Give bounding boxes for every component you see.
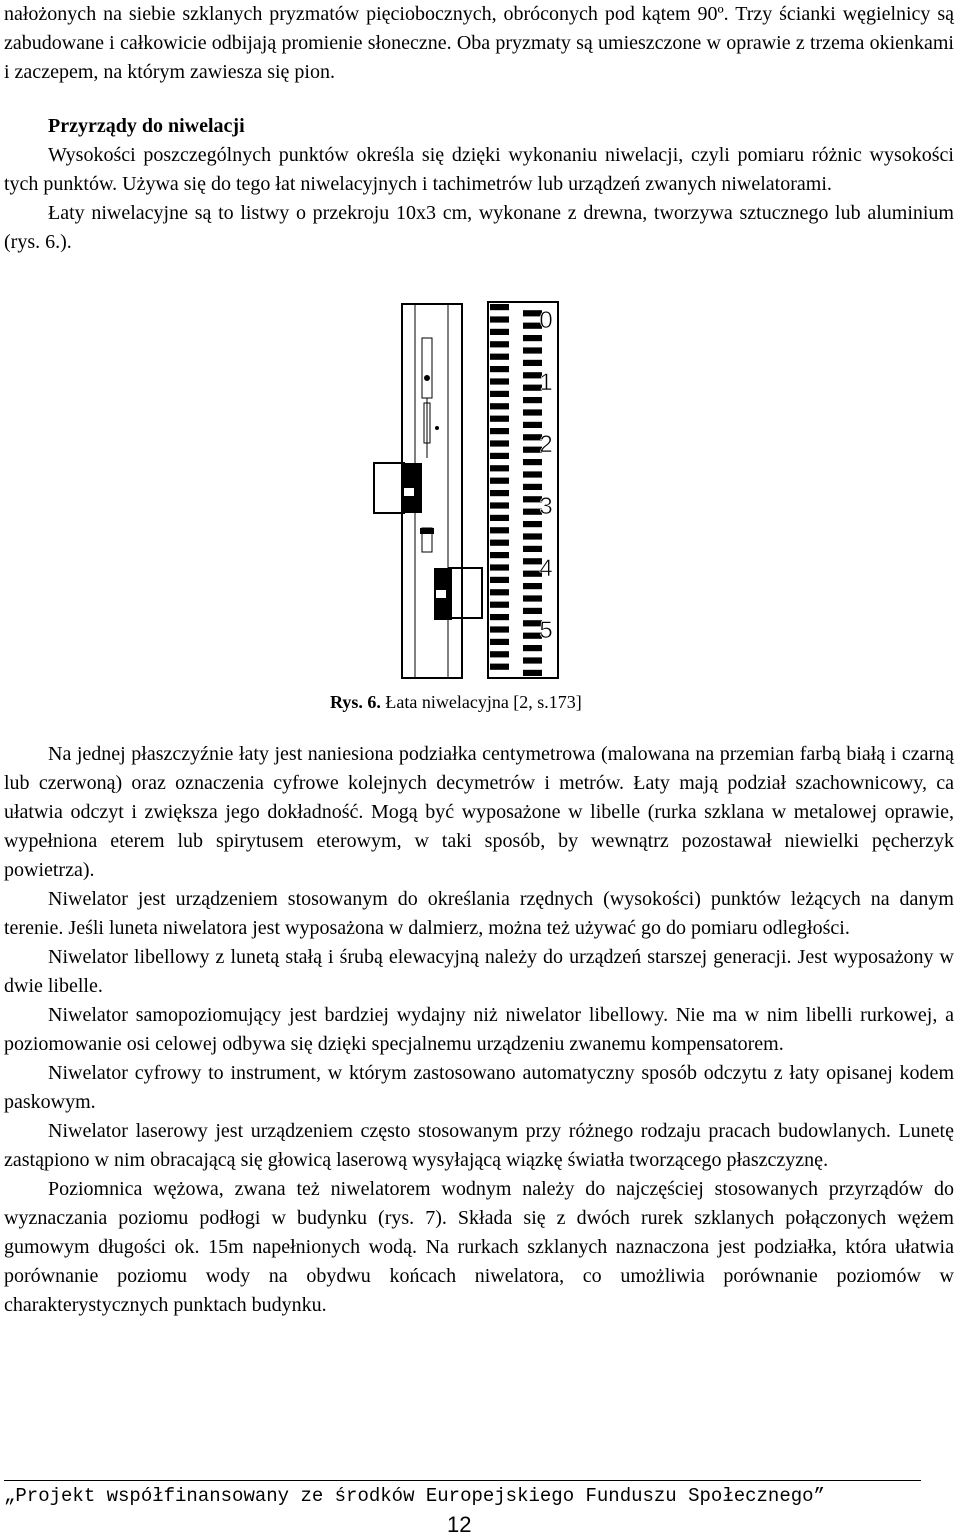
rod-tick [490, 564, 509, 570]
rod-tick [490, 354, 509, 360]
figure-caption [330, 689, 582, 715]
rod-tick [523, 347, 542, 353]
paragraph-poziomnica-wezowa: Poziomnica wężowa, zwana też niwelatorem wodnym należy do najczęściej stosowanych przyrządów do wyznaczania poziomu podłogi w budynku (rys. 7). Składa się z dwóch rurek szklanych połączonych wężem gumowym długości ok. 15m napełnionych wodą. Na rurkach szklanych naznaczona jest podziałka, która ułatwia porównanie poziomu wody na obydwu końcach niwelatora, co umożliwia porównanie poziomów w charakterystycznych punktach budynku. [4, 1178, 954, 1316]
rod-tick [523, 409, 542, 415]
figure-caption-text: Łata niwelacyjna [2, s.173] [385, 692, 582, 712]
rod-tick [490, 329, 509, 335]
rod-tick [523, 583, 542, 589]
rod-tick [523, 645, 542, 651]
rod-tick [490, 440, 509, 446]
rod-digit: 4 [539, 555, 553, 582]
rod-tick [490, 304, 509, 310]
rod-tick [523, 670, 542, 676]
rod-tick [490, 639, 509, 645]
rod-tick [523, 595, 542, 601]
rod-tick [490, 316, 509, 322]
rod-tick [523, 484, 542, 490]
rod-digit: 0 [539, 307, 553, 334]
intro-paragraph-2: Łaty niwelacyjne są to listwy o przekroju 10x3 cm, wykonane z drewna, tworzywa sztucznego lub aluminium (rys. 6.). [4, 202, 954, 253]
rod-tick [490, 602, 509, 608]
paragraph-niwelator-cyfrowy: Niwelator cyfrowy to instrument, w którym zastosowano automatyczny sposób odczytu z łaty opisanej kodem paskowym. [4, 1062, 954, 1113]
rod-digit: 5 [539, 617, 553, 644]
rod-tick [490, 614, 509, 620]
rod-tick [490, 453, 509, 459]
rod-tick [490, 416, 509, 422]
intro-text [4, 141, 954, 257]
paragraph-niwelator-laserowy: Niwelator laserowy jest urządzeniem często stosowanym przy różnego rodzaju pracach budowlanych. Lunetę zastąpiono w nim obracającą się głowicą laserową wysyłającą wiązkę światła tworzącego płaszczyznę. [4, 1120, 954, 1171]
rod-tick [490, 391, 509, 397]
figure-caption-label: Rys. 6. [330, 692, 381, 712]
rod-tick [490, 502, 509, 508]
footer-divider [4, 1480, 921, 1481]
rod-tick [523, 608, 542, 614]
rod-tick [523, 546, 542, 552]
rod-tick [490, 527, 509, 533]
rod-tick [523, 422, 542, 428]
rod-tick [523, 521, 542, 527]
rod-tick [523, 533, 542, 539]
rod-tick [490, 366, 509, 372]
intro-paragraph-1: Wysokości poszczególnych punktów określa się dzięki wykonaniu niwelacji, czyli pomiaru różnic wysokości tych punktów. Używa się do tego łat niwelacyjnych i tachimetrów lub urządzeń zwanych niwelatorami. [4, 144, 954, 195]
footer-project-note: „Projekt współfinansowany ze środków Europejskiego Funduszu Społecznego” [4, 1485, 825, 1507]
paragraph-niwelator-samopoziomujacy: Niwelator samopoziomujący jest bardziej wydajny niż niwelator libellowy. Nie ma w nim libelli rurkowej, a poziomowanie osi celowej odbywa się dzięki specjalnemu urządzeniu zwanemu kompensatorem. [4, 1004, 954, 1055]
rod-tick [490, 515, 509, 521]
rod-tick [523, 360, 542, 366]
rod-tick [490, 577, 509, 583]
top-paragraph: nałożonych na siebie szklanych pryzmatów pięciobocznych, obróconych pod kątem 90º. Trzy ścianki węgielnicy są zabudowane i całkowicie odbijają promienie słoneczne. Oba pryzmaty są umieszczone w oprawie z trzema okienkami i zaczepem, na którym zawiesza się pion. [4, 3, 954, 83]
rod-digit: 3 [539, 493, 553, 520]
paragraph-niwelator: Niwelator jest urządzeniem stosowanym do określania rzędnych (wysokości) punktów leżących na danym terenie. Jeśli luneta niwelatora jest wyposażona w dalmierz, można też używać go do pomiaru odległości. [4, 888, 954, 939]
rod-tick [490, 428, 509, 434]
rod-tick [523, 657, 542, 663]
rod-tick [490, 589, 509, 595]
rod-tick [490, 478, 509, 484]
rod-tick [490, 540, 509, 546]
rod-tick [490, 465, 509, 471]
rod-digit: 2 [539, 431, 553, 458]
rod-tick [490, 664, 509, 670]
page-number: 12 [447, 1512, 472, 1537]
rod-tick [490, 403, 509, 409]
paragraph-rod-scale: Na jednej płaszczyźnie łaty jest naniesiona podziałka centymetrowa (malowana na przemian farbą białą i czarną lub czerwoną) oraz oznaczenia cyfrowe kolejnych decymetrów i metrów. Łaty mają podział szachownicowy, ca ułatwia odczyt i zwiększa jego dokładność. Mogą być wyposażone w libelle (rurka szklana w metalowej oprawie, wypełniona eterem lub spirytusem eterowym, w taki sposób, by wewnątrz pozostawał niewielki pęcherzyk powietrza). [4, 743, 954, 881]
rod-tick [490, 626, 509, 632]
rod-tick [490, 490, 509, 496]
paragraph-niwelator-libellowy: Niwelator libellowy z lunetą stałą i śrubą elewacyjną należy do urządzeń starszej generacji. Jest wyposażony w dwie libelle. [4, 946, 954, 997]
rod-tick [490, 378, 509, 384]
rod-tick [523, 397, 542, 403]
rod-tick [490, 552, 509, 558]
leveling-rod-figure [370, 298, 570, 680]
leveling-rod-illustration [370, 298, 570, 680]
rod-tick [523, 459, 542, 465]
rod-tick [523, 471, 542, 477]
section-heading: Przyrządy do niwelacji [48, 115, 245, 137]
rod-tick [490, 341, 509, 347]
body-text [4, 740, 954, 1320]
rod-tick [490, 651, 509, 657]
rod-digit: 1 [539, 369, 553, 396]
rod-tick [523, 335, 542, 341]
